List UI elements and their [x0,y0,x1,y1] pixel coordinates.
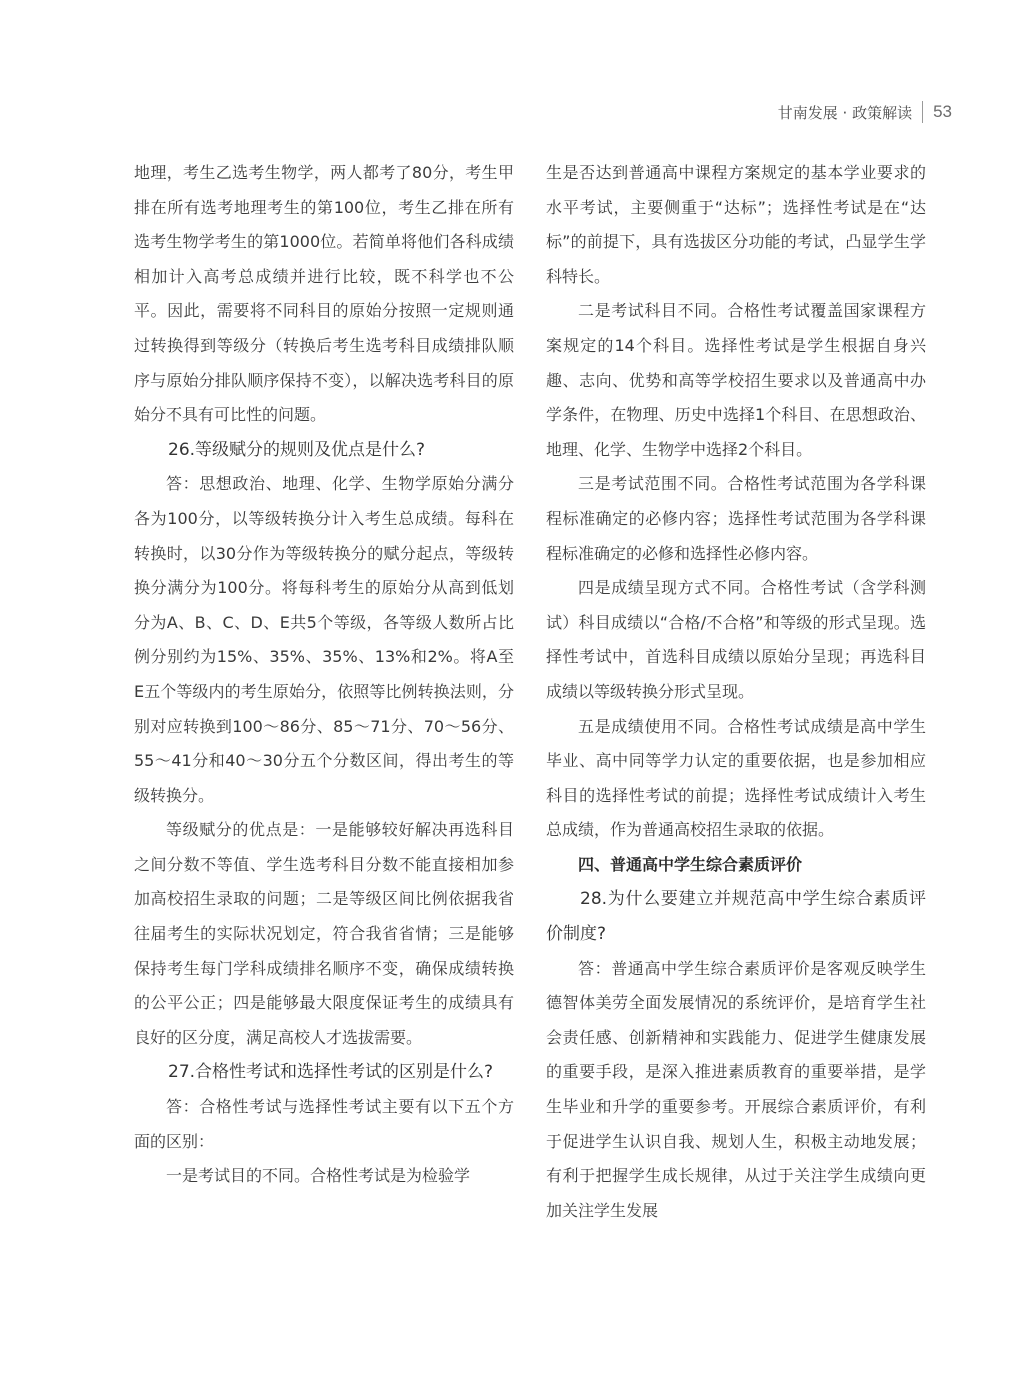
paragraph: 三是考试范围不同。合格性考试范围为各学科课程标准确定的必修内容；选择性考试范围为各学科课程标准确定的必修和选择性必修内容。 [546,474,926,563]
question-heading: 27.合格性考试和选择性考试的区别是什么? [168,1062,494,1083]
question-heading: 26.等级赋分的规则及优点是什么? [168,439,426,460]
paragraph: 生是否达到普通高中课程方案规定的基本学业要求的水平考试，主要侧重于“达标”；选择性考试是在“达标”的前提下，具有选拔区分功能的考试，凸显学生学科特长。 [546,163,926,286]
page-number: 53 [933,102,952,121]
paragraph: 答：普通高中学生综合素质评价是客观反映学生德智体美劳全面发展情况的系统评价，是培育学生社会责任感、创新精神和实践能力、促进学生健康发展的重要手段，是深入推进素质教育的重要举措，是学生毕业和升学的重要参考。开展综合素质评价，有利于促进学生认识自我、规划人生，积极主动地发展；有利于把握学生成长规律，从过于关注学生成绩向更加关注学生发展 [546,958,926,1220]
paragraph: 五是成绩使用不同。合格性考试成绩是高中学生毕业、高中同等学力认定的重要依据，也是参加相应科目的选择性考试的前提；选择性考试成绩计入考生总成绩，作为普通高校招生录取的依据。 [546,716,926,840]
paragraph: 地理，考生乙选考生物学，两人都考了80分，考生甲排在所有选考地理考生的第100位，考生乙排在所有选考生物学考生的第1000位。若简单将他们各科成绩相加计入高考总成绩并进行比较，既不科学也不公平。因此，需要将不同科目的原始分按照一定规则通过转换得到等级分（转换后考生选考科目成绩排队顺序与原始分排队顺序保持不变），以解决选考科目的原始分不具有可比性的问题。 [134,163,514,425]
paragraph: 等级赋分的优点是：一是能够较好解决再选科目之间分数不等值、学生选考科目分数不能直接相加参加高校招生录取的问题；二是等级区间比例依据我省往届考生的实际状况划定，符合我省省情；三是能够保持考生每门学科成绩排名顺序不变，确保成绩转换的公平公正；四是能够最大限度保证考生的成绩具有良好的区分度，满足高校人才选拔需要。 [134,820,514,1047]
paragraph: 答：思想政治、地理、化学、生物学原始分满分各为100分，以等级转换分计入考生总成绩。每科在转换时，以30分作为等级转换分的赋分起点，等级转换分满分为100分。将每科考生的原始分从高到低划分为A、B、C、D、E共5个等级，各等级人数所占比例分别约为15%、35%、35%、13%和2%。将A至E五个等级内的考生原始分，依照等比例转换法则，分别对应转换到100～86分、85～71分、70～56分、55～41分和40～30分五个分数区间，得出考生的等级转换分。 [134,474,514,805]
question-heading: 28.为什么要建立并规范高中学生综合素质评价制度? [546,889,926,945]
right-column [546,156,926,1228]
running-header [778,100,952,124]
header-divider [922,101,923,123]
section-heading: 四、普通高中学生综合素质评价 [578,854,803,874]
left-column [134,156,514,1194]
paragraph: 四是成绩呈现方式不同。合格性考试（含学科测试）科目成绩以“合格/不合格”和等级的形式呈现。选择性考试中，首选科目成绩以原始分呈现；再选科目成绩以等级转换分形式呈现。 [546,578,926,701]
paragraph: 一是考试目的不同。合格性考试是为检验学 [166,1166,471,1186]
journal-title: 甘南发展 · 政策解读 [777,103,913,122]
paragraph: 二是考试科目不同。合格性考试覆盖国家课程方案规定的14个科目。选择性考试是学生根据自身兴趣、志向、优势和高等学校招生要求以及普通高中办学条件，在物理、历史中选择1个科目、在思想政治、地理、化学、生物学中选择2个科目。 [546,301,926,459]
paragraph: 答：合格性考试与选择性考试主要有以下五个方面的区别： [134,1097,514,1151]
